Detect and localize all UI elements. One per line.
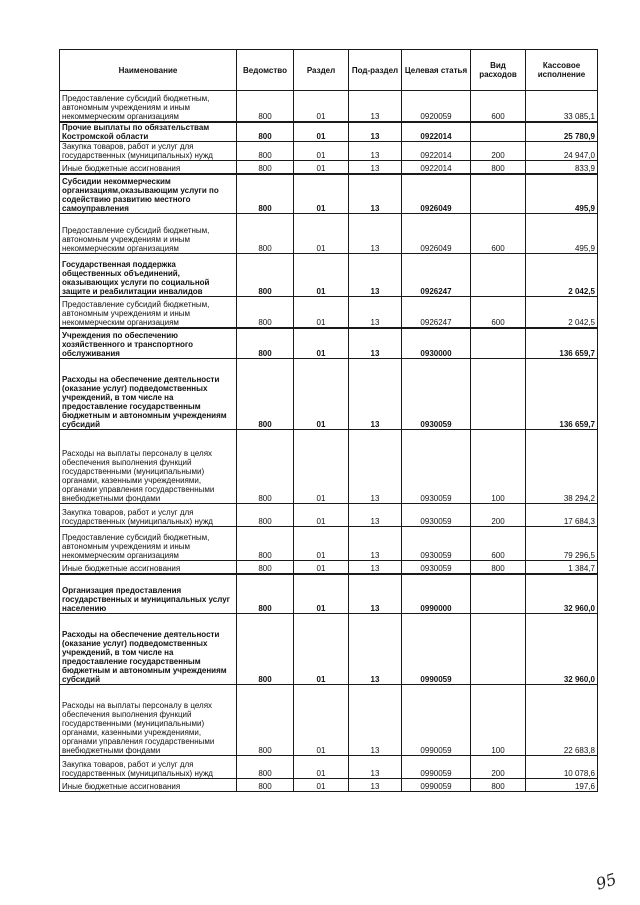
cell-ministry: 800 xyxy=(237,161,294,174)
cell-target: 0990000 xyxy=(402,574,471,614)
cell-target: 0930059 xyxy=(402,359,471,430)
cell-target: 0926247 xyxy=(402,297,471,328)
cell-amount: 10 078,6 xyxy=(526,756,598,779)
cell-type: 100 xyxy=(471,685,526,756)
cell-amount: 197,6 xyxy=(526,779,598,792)
cell-subsection: 13 xyxy=(349,254,402,297)
cell-ministry: 800 xyxy=(237,574,294,614)
cell-section: 01 xyxy=(294,142,349,161)
table-row xyxy=(60,527,598,561)
cell-ministry: 800 xyxy=(237,122,294,142)
header-subsection: Под-раздел xyxy=(349,50,402,91)
cell-type: 600 xyxy=(471,527,526,561)
cell-amount: 1 384,7 xyxy=(526,561,598,574)
cell-ministry: 800 xyxy=(237,756,294,779)
cell-amount: 32 960,0 xyxy=(526,614,598,685)
cell-section: 01 xyxy=(294,297,349,328)
cell-name: Прочие выплаты по обязательствам Костромской области xyxy=(60,122,237,142)
cell-ministry: 800 xyxy=(237,685,294,756)
cell-target: 0920059 xyxy=(402,91,471,122)
cell-amount: 32 960,0 xyxy=(526,574,598,614)
cell-amount: 833,9 xyxy=(526,161,598,174)
cell-subsection: 13 xyxy=(349,614,402,685)
cell-type xyxy=(471,122,526,142)
cell-subsection: 13 xyxy=(349,122,402,142)
cell-ministry: 800 xyxy=(237,430,294,504)
cell-amount: 136 659,7 xyxy=(526,359,598,430)
cell-type: 600 xyxy=(471,91,526,122)
cell-name: Субсидии некоммерческим организациям,оказывающим услуги по содействию развитию местного самоуправления xyxy=(60,174,237,214)
cell-section: 01 xyxy=(294,527,349,561)
cell-section: 01 xyxy=(294,328,349,359)
cell-type: 800 xyxy=(471,561,526,574)
cell-type: 200 xyxy=(471,756,526,779)
cell-subsection: 13 xyxy=(349,779,402,792)
cell-target: 0922014 xyxy=(402,161,471,174)
cell-section: 01 xyxy=(294,756,349,779)
cell-amount: 495,9 xyxy=(526,214,598,254)
cell-section: 01 xyxy=(294,779,349,792)
cell-amount: 2 042,5 xyxy=(526,297,598,328)
cell-amount: 33 085,1 xyxy=(526,91,598,122)
cell-target: 0926247 xyxy=(402,254,471,297)
cell-name: Иные бюджетные ассигнования xyxy=(60,561,237,574)
cell-ministry: 800 xyxy=(237,174,294,214)
cell-ministry: 800 xyxy=(237,297,294,328)
header-section: Раздел xyxy=(294,50,349,91)
table-row xyxy=(60,174,598,214)
cell-subsection: 13 xyxy=(349,574,402,614)
cell-subsection: 13 xyxy=(349,161,402,174)
cell-ministry: 800 xyxy=(237,214,294,254)
cell-subsection: 13 xyxy=(349,328,402,359)
cell-target: 0930059 xyxy=(402,561,471,574)
cell-type xyxy=(471,574,526,614)
cell-name: Государственная поддержка общественных объединений, оказывающих услуги по социальной защите и реабилитации инвалидов xyxy=(60,254,237,297)
cell-ministry: 800 xyxy=(237,561,294,574)
table-header xyxy=(60,50,598,91)
cell-type: 800 xyxy=(471,161,526,174)
cell-target: 0922014 xyxy=(402,142,471,161)
table-row xyxy=(60,297,598,328)
cell-subsection: 13 xyxy=(349,91,402,122)
cell-subsection: 13 xyxy=(349,359,402,430)
cell-section: 01 xyxy=(294,359,349,430)
table-row xyxy=(60,91,598,122)
cell-amount: 79 296,5 xyxy=(526,527,598,561)
cell-section: 01 xyxy=(294,614,349,685)
cell-type xyxy=(471,359,526,430)
header-ministry: Ведомство xyxy=(237,50,294,91)
cell-section: 01 xyxy=(294,174,349,214)
cell-type xyxy=(471,614,526,685)
cell-type: 100 xyxy=(471,430,526,504)
cell-section: 01 xyxy=(294,122,349,142)
cell-subsection: 13 xyxy=(349,142,402,161)
table-row xyxy=(60,574,598,614)
table-row xyxy=(60,756,598,779)
cell-name: Закупка товаров, работ и услуг для государственных (муниципальных) нужд xyxy=(60,142,237,161)
cell-ministry: 800 xyxy=(237,779,294,792)
cell-name: Предоставление субсидий бюджетным, автономным учреждениям и иным некоммерческим организациям xyxy=(60,297,237,328)
cell-target: 0990059 xyxy=(402,756,471,779)
page-number: 95 xyxy=(593,869,619,894)
cell-type: 600 xyxy=(471,214,526,254)
cell-amount: 495,9 xyxy=(526,174,598,214)
cell-subsection: 13 xyxy=(349,756,402,779)
cell-ministry: 800 xyxy=(237,504,294,527)
cell-section: 01 xyxy=(294,161,349,174)
cell-name: Организация предоставления государственных и муниципальных услуг населению xyxy=(60,574,237,614)
table-row xyxy=(60,359,598,430)
cell-target: 0926049 xyxy=(402,174,471,214)
table-row xyxy=(60,328,598,359)
cell-name: Закупка товаров, работ и услуг для государственных (муниципальных) нужд xyxy=(60,756,237,779)
cell-amount: 24 947,0 xyxy=(526,142,598,161)
table-row xyxy=(60,430,598,504)
table-row xyxy=(60,614,598,685)
cell-subsection: 13 xyxy=(349,430,402,504)
cell-target: 0930059 xyxy=(402,430,471,504)
table-row xyxy=(60,504,598,527)
cell-ministry: 800 xyxy=(237,359,294,430)
cell-target: 0926049 xyxy=(402,214,471,254)
table-row xyxy=(60,214,598,254)
cell-ministry: 800 xyxy=(237,91,294,122)
cell-subsection: 13 xyxy=(349,297,402,328)
cell-subsection: 13 xyxy=(349,214,402,254)
cell-subsection: 13 xyxy=(349,527,402,561)
budget-table xyxy=(59,49,598,792)
cell-name: Иные бюджетные ассигнования xyxy=(60,161,237,174)
cell-name: Предоставление субсидий бюджетным, автономным учреждениям и иным некоммерческим организациям xyxy=(60,214,237,254)
cell-target: 0990059 xyxy=(402,685,471,756)
table-row xyxy=(60,685,598,756)
cell-amount: 17 684,3 xyxy=(526,504,598,527)
cell-ministry: 800 xyxy=(237,254,294,297)
cell-section: 01 xyxy=(294,561,349,574)
cell-type: 200 xyxy=(471,142,526,161)
header-amount: Кассовое исполнение xyxy=(526,50,598,91)
header-target: Целевая статья xyxy=(402,50,471,91)
cell-subsection: 13 xyxy=(349,504,402,527)
cell-amount: 22 683,8 xyxy=(526,685,598,756)
cell-section: 01 xyxy=(294,91,349,122)
cell-section: 01 xyxy=(294,685,349,756)
cell-section: 01 xyxy=(294,214,349,254)
cell-target: 0930059 xyxy=(402,527,471,561)
table-row xyxy=(60,122,598,142)
cell-amount: 2 042,5 xyxy=(526,254,598,297)
table-row xyxy=(60,779,598,792)
cell-target: 0930000 xyxy=(402,328,471,359)
cell-type: 800 xyxy=(471,779,526,792)
cell-amount: 38 294,2 xyxy=(526,430,598,504)
table-row xyxy=(60,142,598,161)
cell-section: 01 xyxy=(294,254,349,297)
header-type: Вид расходов xyxy=(471,50,526,91)
cell-subsection: 13 xyxy=(349,174,402,214)
cell-type: 600 xyxy=(471,297,526,328)
cell-name: Иные бюджетные ассигнования xyxy=(60,779,237,792)
cell-ministry: 800 xyxy=(237,527,294,561)
cell-section: 01 xyxy=(294,504,349,527)
table-row xyxy=(60,161,598,174)
table-row xyxy=(60,254,598,297)
cell-amount: 25 780,9 xyxy=(526,122,598,142)
cell-name: Закупка товаров, работ и услуг для государственных (муниципальных) нужд xyxy=(60,504,237,527)
cell-name: Учреждения по обеспечению хозяйственного и транспортного обслуживания xyxy=(60,328,237,359)
cell-ministry: 800 xyxy=(237,142,294,161)
header-name: Наименование xyxy=(60,50,237,91)
cell-name: Предоставление субсидий бюджетным, автономным учреждениям и иным некоммерческим организациям xyxy=(60,527,237,561)
cell-type: 200 xyxy=(471,504,526,527)
cell-type xyxy=(471,254,526,297)
cell-name: Расходы на выплаты персоналу в целях обеспечения выполнения функций государственными (муниципальными) органами, казенными учреждениями, органами управления государственными внебюджетными фондами xyxy=(60,430,237,504)
cell-target: 0990059 xyxy=(402,614,471,685)
cell-target: 0930059 xyxy=(402,504,471,527)
cell-section: 01 xyxy=(294,574,349,614)
cell-subsection: 13 xyxy=(349,685,402,756)
cell-name: Расходы на обеспечение деятельности (оказание услуг) подведомственных учреждений, в том числе на предоставление государственным бюджетным и автономным учреждениям субсидий xyxy=(60,359,237,430)
table-row xyxy=(60,561,598,574)
cell-type xyxy=(471,174,526,214)
cell-target: 0990059 xyxy=(402,779,471,792)
cell-name: Расходы на обеспечение деятельности (оказание услуг) подведомственных учреждений, в том числе на предоставление государственным бюджетным и автономным учреждениям субсидий xyxy=(60,614,237,685)
cell-name: Предоставление субсидий бюджетным, автономным учреждениям и иным некоммерческим организациям xyxy=(60,91,237,122)
cell-amount: 136 659,7 xyxy=(526,328,598,359)
table-body xyxy=(60,91,598,792)
cell-name: Расходы на выплаты персоналу в целях обеспечения выполнения функций государственными (муниципальными) органами, казенными учреждениями, органами управления государственными внебюджетными фондами xyxy=(60,685,237,756)
cell-section: 01 xyxy=(294,430,349,504)
cell-target: 0922014 xyxy=(402,122,471,142)
cell-type xyxy=(471,328,526,359)
cell-ministry: 800 xyxy=(237,328,294,359)
cell-ministry: 800 xyxy=(237,614,294,685)
cell-subsection: 13 xyxy=(349,561,402,574)
